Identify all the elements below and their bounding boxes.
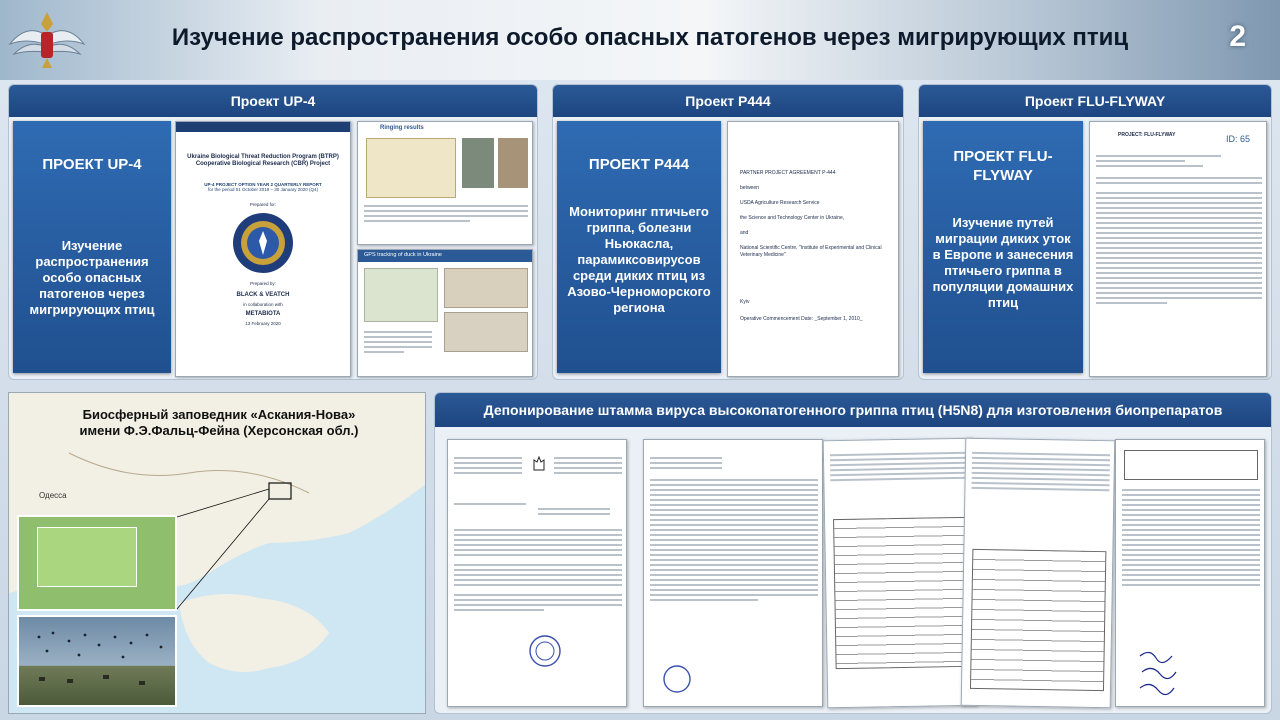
gps-map-right-2	[444, 312, 528, 352]
ringing-map	[366, 138, 456, 198]
ringing-title: Ringing results	[380, 125, 424, 131]
reserve-map	[8, 392, 426, 714]
slide-header	[0, 0, 1280, 80]
agreement-between: between	[740, 185, 759, 191]
act-text	[644, 454, 823, 604]
ringing-text	[358, 202, 533, 225]
letter-text-right	[548, 454, 627, 477]
card-title: ПРОЕКТ Р444	[588, 156, 690, 173]
agreement-party-3: National Scientific Centre, "Institute of Experimental and Clinical Veterinary Medicine"	[740, 245, 882, 258]
ringing-photo	[462, 138, 494, 188]
agreement-city: Kyiv	[740, 299, 750, 305]
signature-icon	[1136, 646, 1196, 696]
deposit-protocol-page	[961, 438, 1116, 709]
card-description: Мониторинг птичьего гриппа, болезни Ньюкасла, парамиксовирусов среди диких птиц из Азово-Черноморского региона	[567, 204, 711, 315]
results-table	[833, 517, 970, 669]
protocol-text	[965, 449, 1115, 495]
report-cover-page	[175, 121, 351, 377]
flyway-project-page	[1089, 121, 1267, 377]
conclusion-text	[1116, 486, 1265, 589]
slide-number: 2	[1229, 20, 1246, 53]
panel-heading: Проект FLU-FLYWAY	[919, 85, 1271, 117]
prepared-for: Prepared for:	[249, 202, 277, 207]
reserve-inset-map	[17, 515, 177, 611]
report-period: for the period 01 October 2019 – 30 January 2020 (Q4)	[207, 187, 319, 192]
report-date: 13 February 2020	[245, 321, 281, 326]
prepared-by: Prepared by:	[250, 281, 276, 286]
deposit-act-page	[643, 439, 823, 707]
conclusion-table	[1124, 450, 1258, 480]
project-panel-fluflyway	[918, 84, 1272, 380]
gps-text	[358, 328, 438, 356]
birds-photo	[17, 615, 177, 707]
company-name: BLACK & VEATCH	[236, 292, 290, 298]
gps-title: GPS tracking of duck in Ukraine	[364, 252, 442, 258]
flock-icon	[19, 617, 177, 707]
gps-map-right	[444, 268, 528, 308]
agreement-party-2: the Science and Technology Center in Ukraine,	[740, 215, 845, 221]
reserve-label: Биосферный заповедник «Аскания-Нова» имени Ф.Э.Фальц-Фейна (Херсонская обл.)	[79, 407, 359, 438]
gps-tracking-page	[357, 249, 533, 377]
flyway-doc-id: ID: 65	[1225, 134, 1250, 144]
flyway-doc-title: PROJECT: FLU-FLYWAY	[1118, 132, 1176, 138]
partner-name: METABIOTA	[245, 311, 281, 317]
flyway-doc-body	[1090, 152, 1267, 307]
deposit-table-page	[823, 438, 978, 709]
table-text	[824, 449, 975, 485]
agreement-page	[727, 121, 899, 377]
panel-heading: Проект UP-4	[9, 85, 537, 117]
project-panel-up4	[8, 84, 538, 380]
deposit-letter-page	[447, 439, 627, 707]
stamp-icon	[662, 664, 692, 694]
ringing-photo-2	[498, 138, 528, 188]
reserve-area	[37, 527, 137, 587]
project-card	[557, 121, 721, 373]
city-label-odessa: Одесса	[39, 491, 67, 500]
project-card	[13, 121, 171, 373]
project-panel-p444	[552, 84, 904, 380]
card-description: Изучение распространения особо опасных патогенов через мигрирующих птиц	[29, 238, 155, 317]
page-title: Изучение распространения особо опасных патогенов через мигрирующих птиц	[171, 24, 1129, 51]
protocol-table	[970, 549, 1106, 691]
card-title: ПРОЕКТ FLU-FLYWAY	[953, 148, 1053, 184]
dtra-seal-icon	[231, 211, 295, 275]
agreement-party-1: USDA Agriculture Research Service	[740, 200, 820, 206]
letter-text	[448, 454, 528, 477]
ukraine-trident-icon	[532, 456, 546, 474]
deposit-conclusion-page	[1115, 439, 1265, 707]
letter-body	[448, 500, 627, 614]
agreement-date: Operative Commencement Date: _September 1, 2010_	[740, 316, 863, 322]
card-description: Изучение путей миграции диких уток в Европе и занесения птичьего гриппа в популяции домашних птиц	[932, 215, 1074, 310]
agreement-and: and	[740, 230, 749, 236]
panel-heading: Проект P444	[553, 85, 903, 117]
ringing-results-page	[357, 121, 533, 245]
deposit-panel	[434, 392, 1272, 714]
gps-map-left	[364, 268, 438, 322]
collab-text: in collaboration with	[243, 302, 283, 307]
card-title: ПРОЕКТ UP-4	[42, 156, 142, 173]
deposit-heading: Депонирование штамма вируса высокопатогенного гриппа птиц (H5N8) для изготовления биопрепаратов	[435, 393, 1271, 427]
report-title: Ukraine Biological Threat Reduction Program (BTRP) Cooperative Biological Research (CBR) Project	[187, 154, 339, 167]
eagle-emblem-icon	[6, 4, 88, 70]
project-card	[923, 121, 1083, 373]
agreement-title: PARTNER PROJECT AGREEMENT P-444	[740, 170, 836, 176]
report-subtitle: UP-4 PROJECT OPTION YEAR 2 QUARTERLY REPORT	[204, 182, 322, 187]
stamp-icon	[528, 634, 562, 668]
